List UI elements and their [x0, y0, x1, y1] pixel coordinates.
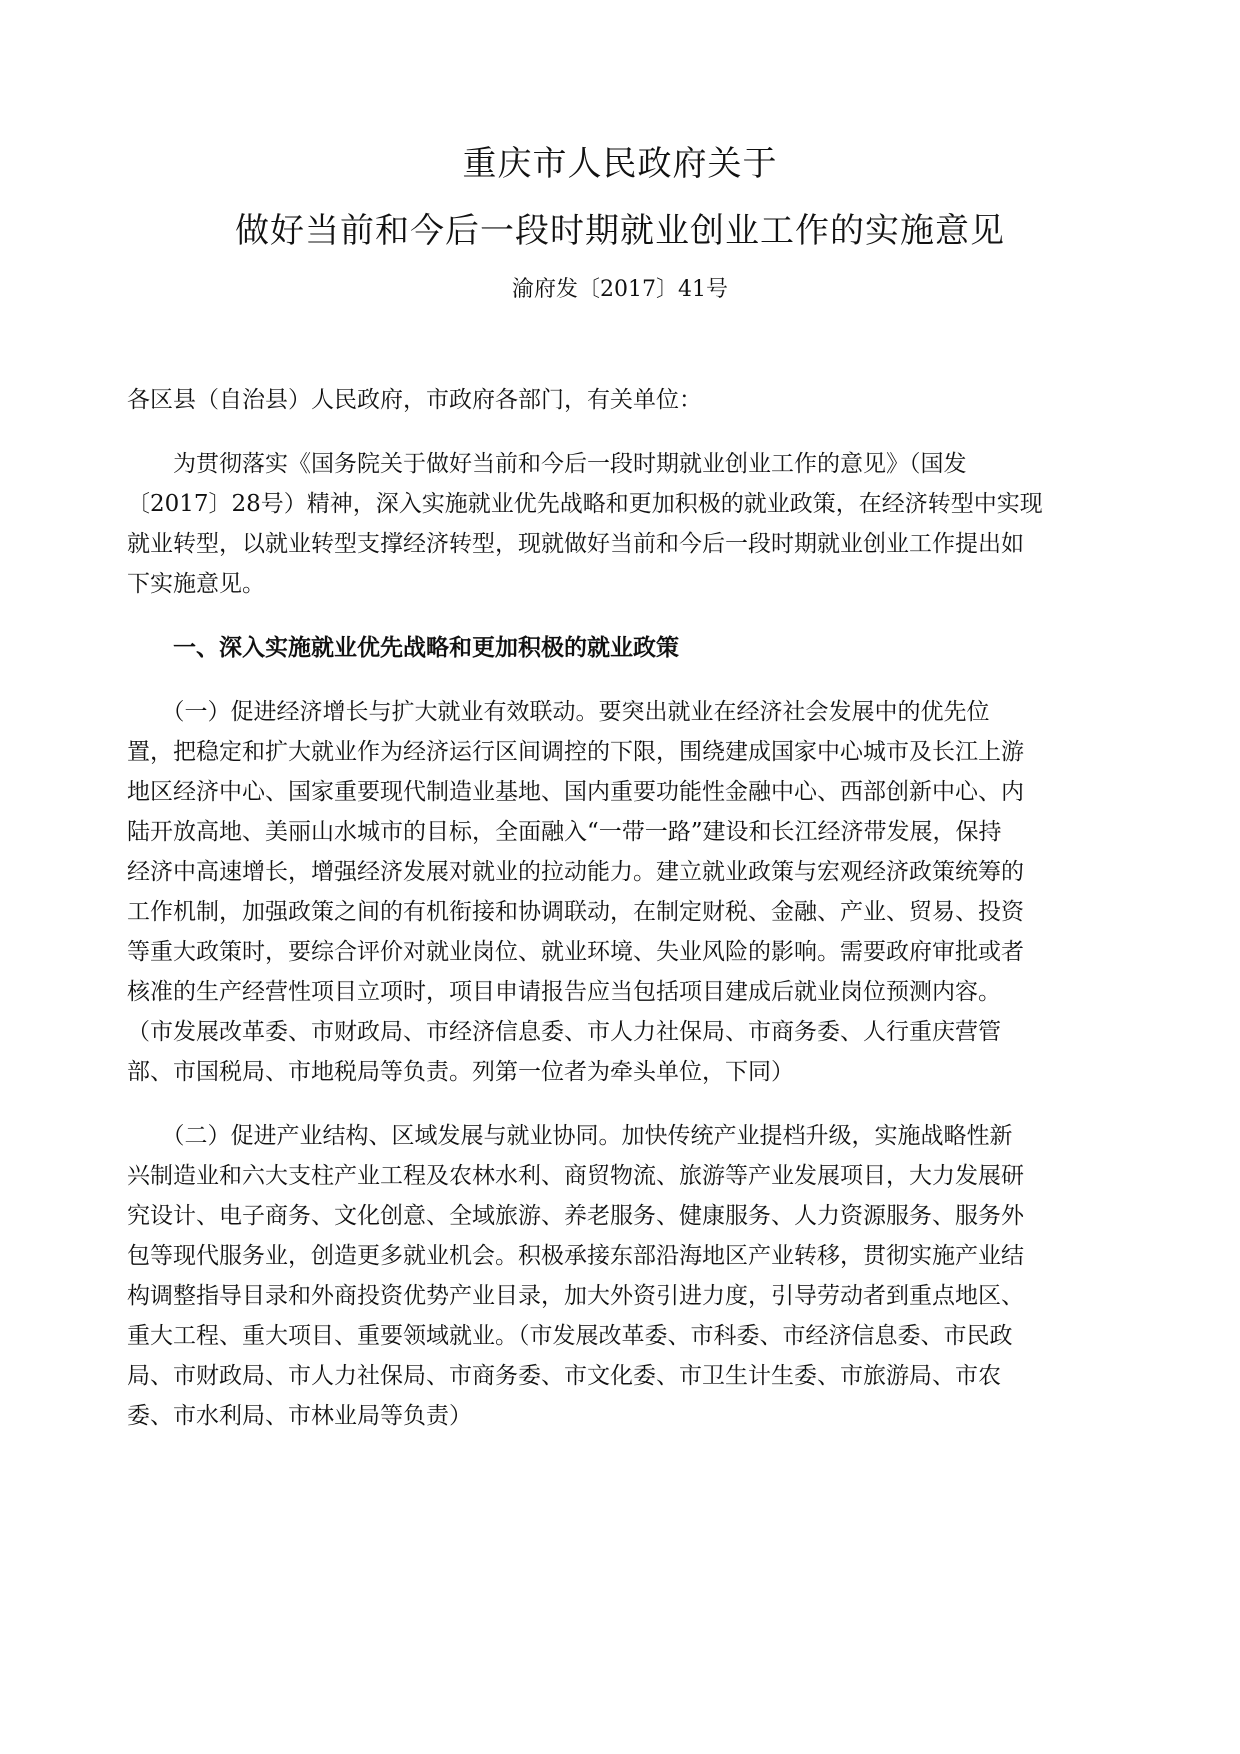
- paragraph-line: 下实施意见。: [127, 571, 265, 597]
- intro-paragraph: [127, 444, 1107, 604]
- paragraph-line: 等重大政策时，要综合评价对就业岗位、就业环境、失业风险的影响。需要政府审批或者: [127, 939, 1024, 965]
- paragraph-line: 就业转型，以就业转型支撑经济转型，现就做好当前和今后一段时期就业创业工作提出如: [127, 531, 1024, 557]
- paragraph-line: 委、市水利局、市林业局等负责）: [127, 1403, 472, 1429]
- paragraph-line: （一）促进经济增长与扩大就业有效联动。要突出就业在经济社会发展中的优先位: [127, 699, 990, 725]
- paragraph-2: [127, 1116, 1107, 1436]
- paragraph-line: 地区经济中心、国家重要现代制造业基地、国内重要功能性金融中心、西部创新中心、内: [127, 779, 1024, 805]
- paragraph-line: 〔2017〕28号）精神，深入实施就业优先战略和更加积极的就业政策，在经济转型中实现: [127, 491, 1043, 517]
- paragraph-line: （二）促进产业结构、区域发展与就业协同。加快传统产业提档升级，实施战略性新: [127, 1123, 1013, 1149]
- salutation: 各区县（自治县）人民政府，市政府各部门，有关单位：: [127, 387, 702, 413]
- paragraph-line: 为贯彻落实《国务院关于做好当前和今后一段时期就业创业工作的意见》（国发: [127, 451, 967, 477]
- paragraph-line: 构调整指导目录和外商投资优势产业目录，加大外资引进力度，引导劳动者到重点地区、: [127, 1283, 1024, 1309]
- document-body: [127, 380, 1107, 1436]
- paragraph-line: 经济中高速增长，增强经济发展对就业的拉动能力。建立就业政策与宏观经济政策统筹的: [127, 859, 1024, 885]
- paragraph-1: [127, 692, 1107, 1092]
- paragraph-line: 究设计、电子商务、文化创意、全域旅游、养老服务、健康服务、人力资源服务、服务外: [127, 1203, 1024, 1229]
- paragraph-line: 重大工程、重大项目、重要领域就业。（市发展改革委、市科委、市经济信息委、市民政: [127, 1323, 1013, 1349]
- paragraph-line: 部、市国税局、市地税局等负责。列第一位者为牵头单位，下同）: [127, 1059, 794, 1085]
- document-title-line-2: 做好当前和今后一段时期就业创业工作的实施意见: [235, 211, 1005, 251]
- paragraph-line: 工作机制，加强政策之间的有机衔接和协调联动，在制定财税、金融、产业、贸易、投资: [127, 899, 1024, 925]
- paragraph-line: 核准的生产经营性项目立项时，项目申请报告应当包括项目建成后就业岗位预测内容。: [127, 979, 1001, 1005]
- paragraph-line: 包等现代服务业，创造更多就业机会。积极承接东部沿海地区产业转移，贯彻实施产业结: [127, 1243, 1024, 1269]
- document-title-line-1: 重庆市人民政府关于: [462, 144, 778, 184]
- paragraph-line: 兴制造业和六大支柱产业工程及农林水利、商贸物流、旅游等产业发展项目，大力发展研: [127, 1163, 1024, 1189]
- paragraph-line: 局、市财政局、市人力社保局、市商务委、市文化委、市卫生计生委、市旅游局、市农: [127, 1363, 1001, 1389]
- paragraph-line: （市发展改革委、市财政局、市经济信息委、市人力社保局、市商务委、人行重庆营管: [127, 1019, 1001, 1045]
- section-heading: 一、深入实施就业优先战略和更加积极的就业政策: [127, 635, 679, 661]
- paragraph-line: 陆开放高地、美丽山水城市的目标，全面融入“一带一路”建设和长江经济带发展，保持: [127, 819, 1002, 845]
- paragraph-line: 置，把稳定和扩大就业作为经济运行区间调控的下限，围绕建成国家中心城市及长江上游: [127, 739, 1024, 765]
- document-number: 渝府发〔2017〕41号: [512, 277, 728, 302]
